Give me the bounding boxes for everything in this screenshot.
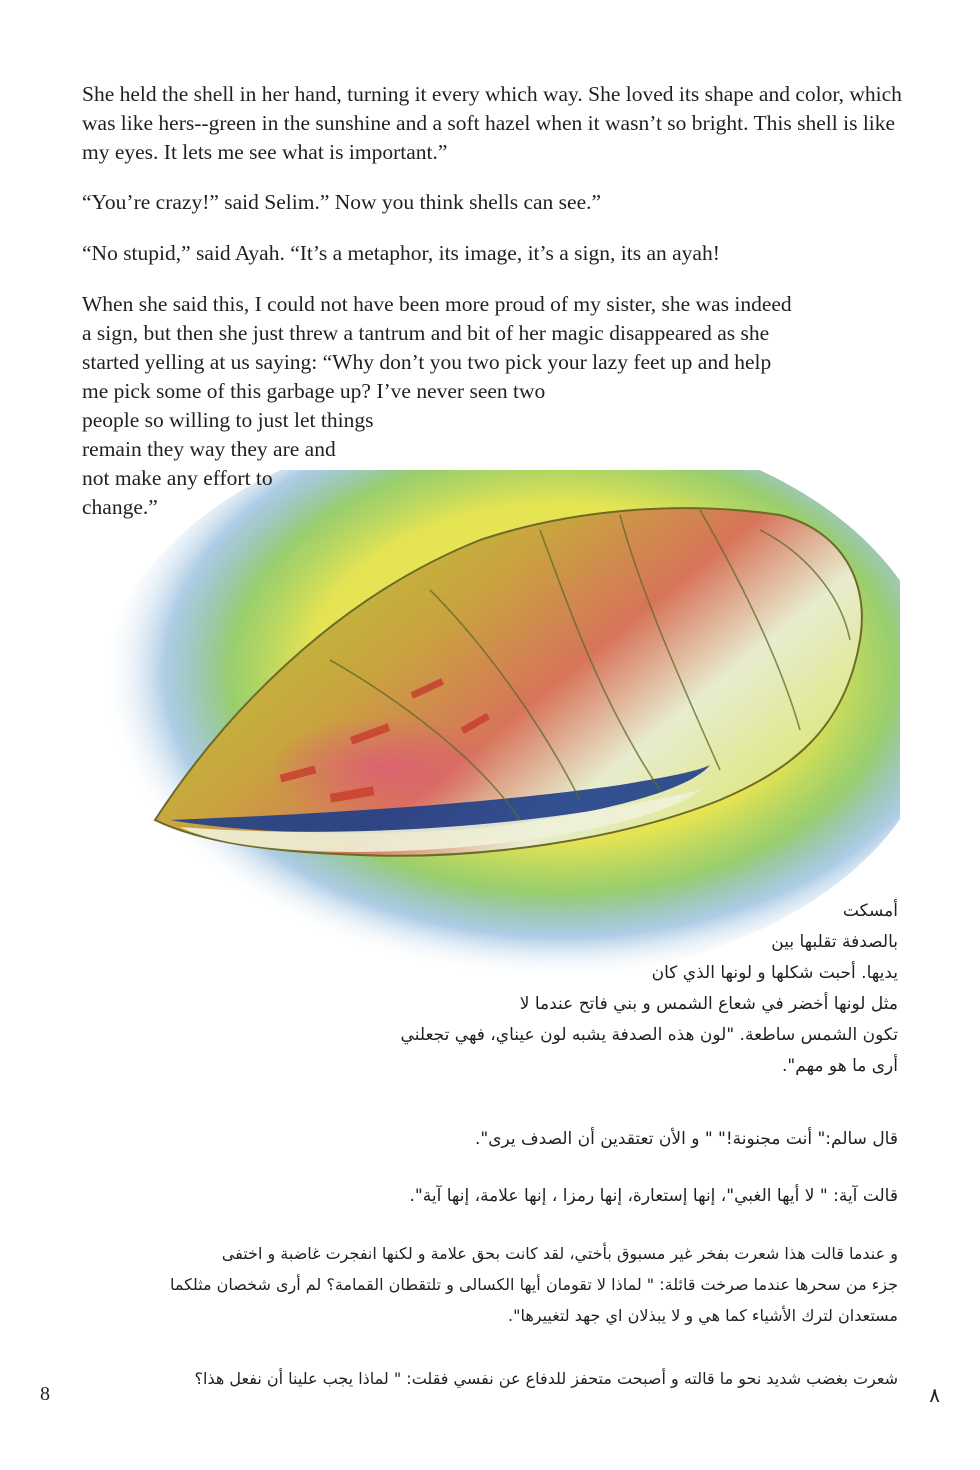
arabic-paragraph-3: قالت آية: " لا أيها الغبي"، إنها إستعارة، إنها رمزا ، إنها علامة، إنها آية". (409, 1186, 898, 1206)
arabic-paragraph-2-wrap (78, 1124, 898, 1155)
arabic-paragraph-3-wrap (78, 1181, 898, 1212)
arabic-line: أمسكت (842, 901, 898, 921)
arabic-line: يديها. أحبت شكلها و لونها الذي كان (651, 963, 898, 983)
english-line: When she said this, I could not have been more proud of my sister, she was indeed (82, 292, 792, 316)
english-line: not make any effort to (82, 466, 273, 490)
english-paragraph-3-wrap (82, 239, 902, 268)
arabic-line: تكون الشمس ساطعة. "لون هذه الصدفة يشبه لون عيناي، فهي تجعلني (400, 1025, 898, 1045)
arabic-paragraph-4 (78, 1238, 898, 1331)
english-paragraph-4 (82, 290, 902, 522)
english-paragraph-2-wrap (82, 188, 902, 217)
page-number-left: 8 (40, 1383, 50, 1405)
english-line: started yelling at us saying: “Why don’t you two pick your lazy feet up and help (82, 350, 772, 374)
arabic-paragraph-1 (298, 896, 898, 1082)
english-paragraph-3: “No stupid,” said Ayah. “It’s a metaphor, its image, it’s a sign, its an ayah! (82, 241, 720, 265)
arabic-line: جزء من سحرها عندما صرخت قائلة: " لماذا لا تقومان أيها الكسالى و تلتقطان القمامة؟ لم أرى شخصان مثلكما (169, 1275, 898, 1294)
arabic-line: و عندما قالت هذا شعرت بفخر غير مسبوق بأختي، لقد كانت بحق علامة و لكنها انفجرت غاضبة و اختفى (221, 1244, 898, 1263)
arabic-line: أرى ما هو مهم". (782, 1056, 898, 1076)
english-line: change.” (82, 495, 158, 519)
arabic-line: مثل لونها أخضر في شعاع الشمس و بني فاتح عندما لا (519, 994, 898, 1014)
arabic-paragraph-5-wrap (78, 1363, 898, 1394)
arabic-line: مستعدان لترك الأشياء كما هي و لا يبذلان اي جهد لتغييرها". (508, 1306, 898, 1325)
english-paragraph-1: She held the shell in her hand, turning it every which way. She loved its shape and color, which was like hers--green in the sunshine and a soft hazel when it wasn’t so bright. This shell is like my eyes. It lets me see what is important.” (82, 82, 902, 164)
english-text (82, 80, 902, 167)
arabic-paragraph-5: شعرت بغضب شديد نحو ما قالته و أصبحت متحفز للدفاع عن نفسي فقلت: " لماذا يجب علينا أن نفعل هذا؟ (194, 1369, 898, 1388)
page-number-right: ٨ (929, 1385, 940, 1407)
english-line: remain they way they are and (82, 437, 336, 461)
english-paragraph-2: “You’re crazy!” said Selim.” Now you think shells can see.” (82, 190, 602, 214)
arabic-line: بالصدفة تقلبها بين (771, 932, 898, 952)
english-line: me pick some of this garbage up? I’ve never seen two (82, 379, 546, 403)
english-line: people so willing to just let things (82, 408, 374, 432)
english-line: a sign, but then she just threw a tantrum and bit of her magic disappeared as she (82, 321, 770, 345)
arabic-paragraph-2: قال سالم:" أنت مجنونة!" " و الأن تعتقدين أن الصدف يرى". (474, 1129, 898, 1149)
